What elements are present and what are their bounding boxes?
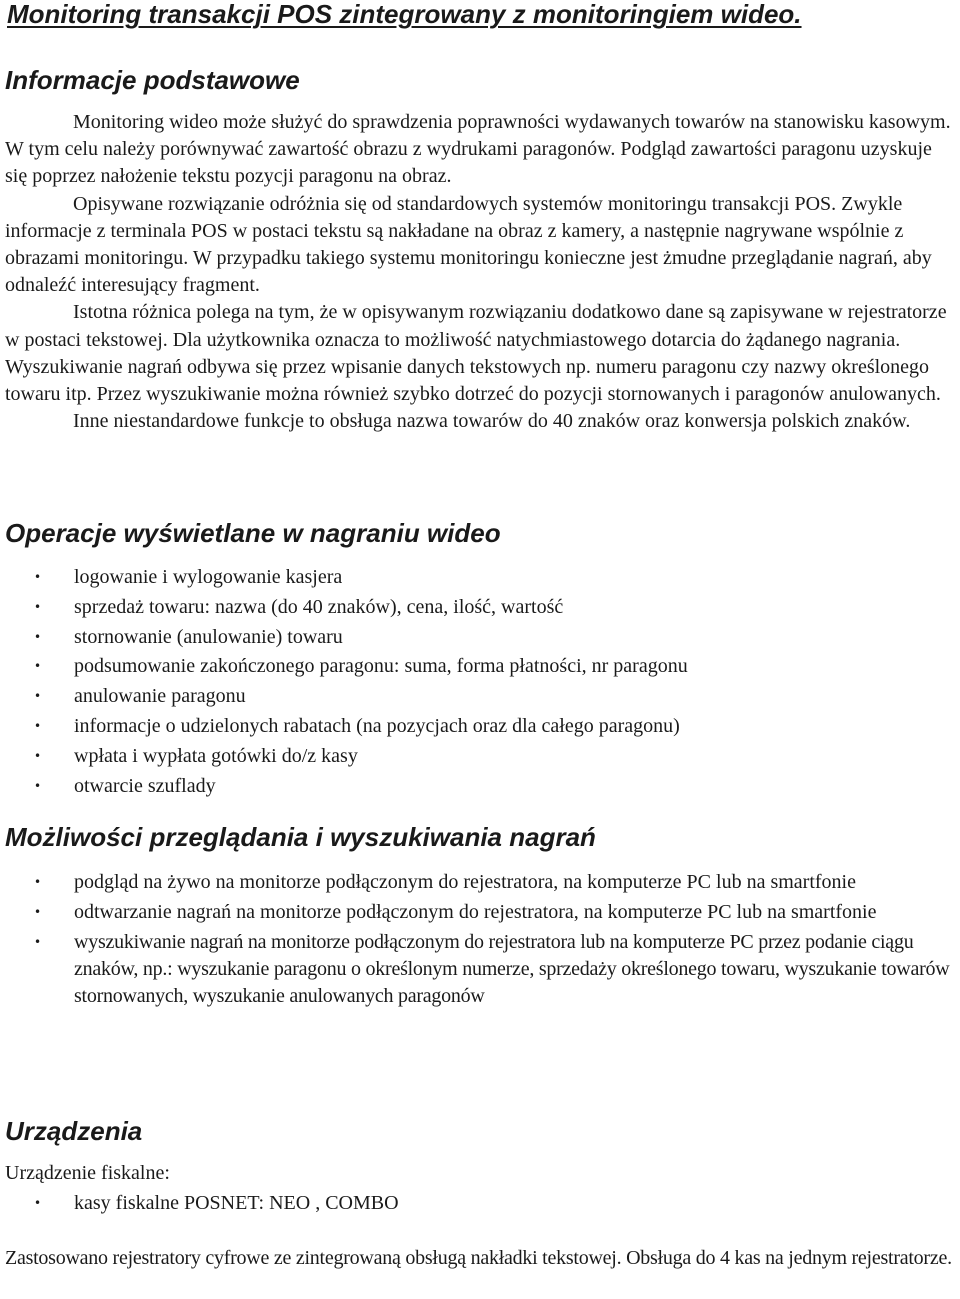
bullet-icon: •	[34, 599, 42, 614]
bullet-icon: •	[34, 778, 42, 793]
list-item	[0, 929, 955, 1011]
list-item-text: informacje o udzielonych rabatach (na pozycjach oraz dla całego paragonu)	[74, 714, 680, 737]
list-item-text: stornowanie (anulowanie) towaru	[74, 625, 343, 648]
list-item-text: otwarcie szuflady	[74, 774, 216, 797]
footer-note: Zastosowano rejestratory cyfrowe ze zintegrowaną obsługą nakładki tekstowej. Obsługa do 4 kas na jednym rejestratorze.	[5, 1247, 952, 1269]
intro-text	[5, 109, 955, 435]
list-item-text: podgląd na żywo na monitorze podłączonym do rejestratora, na komputerze PC lub na smartfonie	[74, 871, 856, 893]
document-title: Monitoring transakcji POS zintegrowany z monitoringiem wideo.	[7, 0, 802, 29]
list-item-text: podsumowanie zakończonego paragonu: suma, forma płatności, nr paragonu	[74, 655, 688, 678]
list-item	[0, 743, 955, 770]
list-item	[0, 899, 955, 926]
list-item-text: sprzedaż towaru: nazwa (do 40 znaków), cena, ilość, wartość	[74, 595, 564, 618]
paragraph-3: Istotna różnica polega na tym, że w opisywanym rozwiązaniu dodatkowo dane są zapisywane w rejestratorze w postaci tekstowej. Dla użytkownika oznacza to możliwość natychmiastowego dotarcia do żądanego nagrania. Wyszukiwanie nagrań odbywa się przez wpisanie danych tekstowych np. numeru paragonu czy nazwy określonego towaru itp. Przez wyszukiwanie można również szybko dotrzeć do pozycji stornowanych i paragonów anulowanych.	[5, 301, 947, 406]
heading-browsing: Możliwości przeglądania i wyszukiwania nagrań	[5, 822, 596, 852]
bullet-icon: •	[34, 748, 42, 763]
heading-basic-info: Informacje podstawowe	[5, 65, 300, 95]
bullet-icon: •	[34, 1196, 42, 1210]
bullet-icon: •	[34, 875, 42, 889]
list-item-text: logowanie i wylogowanie kasjera	[74, 566, 343, 588]
list-item	[0, 1190, 955, 1217]
paragraph-4: Inne niestandardowe funkcje to obsługa nazwa towarów do 40 znaków oraz konwersja polskich znaków.	[73, 410, 911, 433]
list-item-text: wyszukiwanie nagrań na monitorze podłączonym do rejestratora lub na komputerze PC przez podanie ciągu znaków, np.: wyszukanie paragonu o określonym numerze, sprzedaży określonego towaru, wyszukanie towarów stornowanych, wyszukanie anulowanych paragonów	[74, 930, 950, 1007]
list-item	[0, 683, 955, 710]
devices-list	[0, 1190, 955, 1217]
list-item-text: wpłata i wypłata gotówki do/z kasy	[74, 744, 358, 767]
list-item	[0, 869, 955, 896]
operations-list	[0, 564, 955, 800]
heading-operations: Operacje wyświetlane w nagraniu wideo	[5, 518, 501, 548]
list-item	[0, 653, 955, 680]
bullet-icon: •	[34, 629, 42, 644]
list-item-text: odtwarzanie nagrań na monitorze podłączonym do rejestratora, na komputerze PC lub na smartfonie	[74, 900, 877, 923]
paragraph-2: Opisywane rozwiązanie odróżnia się od standardowych systemów monitoringu transakcji POS. Zwykle informacje z terminala POS w postaci tekstu są nakładane na obraz z kamery, a następnie nagrywane wspólnie z obrazami monitoringu. W przypadku takiego systemu monitoringu konieczne jest żmudne przeglądanie nagrań, aby odnaleźć interesujący fragment.	[5, 192, 932, 297]
bullet-icon: •	[34, 904, 42, 919]
list-item	[0, 564, 955, 591]
list-item	[0, 594, 955, 621]
paragraph-1: Monitoring wideo może służyć do sprawdzenia poprawności wydawanych towarów na stanowisku kasowym. W tym celu należy porównywać zawartość obrazu z wydrukami paragonów. Podgląd zawartości paragonu uzyskuje się poprzez nałożenie tekstu pozycji paragonu na obraz.	[5, 111, 951, 188]
bullet-icon: •	[34, 718, 42, 733]
list-item-text: kasy fiskalne POSNET: NEO , COMBO	[74, 1192, 399, 1214]
bullet-icon: •	[34, 659, 42, 674]
bullet-icon: •	[34, 570, 42, 584]
list-item-text: anulowanie paragonu	[74, 685, 246, 708]
list-item	[0, 713, 955, 740]
browsing-list	[0, 869, 955, 1010]
bullet-icon: •	[34, 934, 42, 949]
list-item	[0, 624, 955, 651]
heading-devices: Urządzenia	[5, 1116, 143, 1146]
fiscal-device-label: Urządzenie fiskalne:	[5, 1162, 170, 1184]
list-item	[0, 773, 955, 800]
bullet-icon: •	[34, 689, 42, 704]
